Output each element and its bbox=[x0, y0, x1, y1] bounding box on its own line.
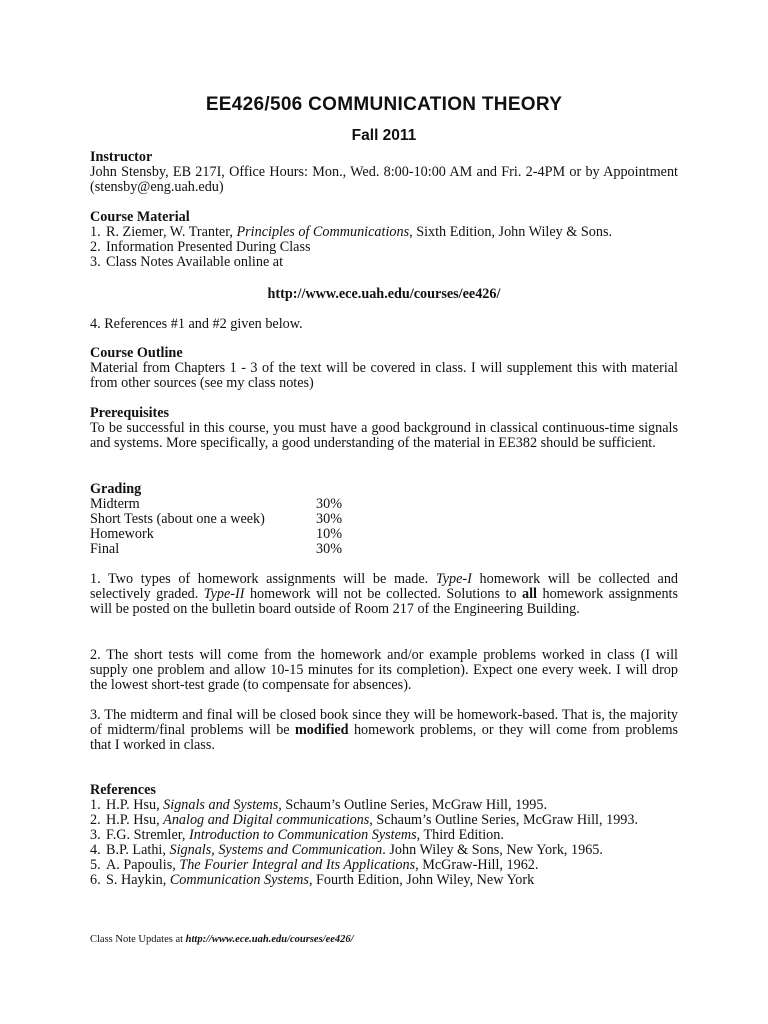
grading-row bbox=[90, 497, 678, 512]
grading-label: Midterm bbox=[90, 496, 140, 512]
course-material-section bbox=[90, 210, 678, 270]
list-number: 1. bbox=[90, 224, 101, 240]
course-material-item-4: 4. References #1 and #2 given below. bbox=[90, 316, 303, 332]
note3-modified: modified bbox=[294, 722, 349, 738]
list-number: 6. bbox=[90, 872, 101, 888]
homework-note bbox=[90, 572, 678, 617]
grading-heading: Grading bbox=[90, 481, 142, 497]
list-text-title: Communication Systems bbox=[169, 872, 309, 888]
list-text-pre: H.P. Hsu, bbox=[106, 797, 164, 813]
list-text bbox=[106, 843, 603, 858]
course-material-heading: Course Material bbox=[90, 209, 190, 225]
list-text-post: , Third Edition. bbox=[416, 827, 504, 843]
reference-item bbox=[90, 858, 678, 873]
list-text bbox=[106, 798, 547, 813]
grading-value: 30% bbox=[316, 541, 343, 557]
list-text-post: , Fourth Edition, John Wiley, New York bbox=[308, 872, 535, 888]
grading-value: 10% bbox=[316, 526, 343, 542]
instructor-section bbox=[90, 150, 678, 195]
list-text-post: , McGraw-Hill, 1962. bbox=[415, 857, 539, 873]
list-text-pre: H.P. Hsu, bbox=[106, 812, 164, 828]
short-tests-note: 2. The short tests will come from the homework and/or example problems worked in class (I will supply one problem and allow 10-15 minutes for its completion). Expect one every week. I will drop the lowest short-test grade (to compensate for absences). bbox=[90, 647, 678, 693]
list-text bbox=[106, 858, 538, 873]
note1-type2: Type-II bbox=[203, 586, 245, 602]
list-number: 2. bbox=[90, 239, 101, 255]
footer-label: Class Note Updates at bbox=[90, 934, 186, 945]
reference-item bbox=[90, 828, 678, 843]
list-text-pre: R. Ziemer, W. Tranter, bbox=[106, 224, 237, 240]
list-text-post: , Schaum’s Outline Series, McGraw Hill, 1993. bbox=[369, 812, 639, 828]
list-text-pre: Information Presented During Class bbox=[106, 239, 311, 255]
references-list bbox=[90, 798, 678, 888]
reference-item bbox=[90, 798, 678, 813]
list-text bbox=[106, 828, 504, 843]
list-text-pre: Class Notes Available online at bbox=[106, 254, 284, 270]
course-material-item bbox=[90, 255, 678, 270]
footer-url[interactable]: http://www.ece.uah.edu/courses/ee426/ bbox=[185, 934, 354, 945]
note1-type1: Type-I bbox=[435, 571, 472, 587]
course-material-item bbox=[90, 225, 678, 240]
prerequisites-text: To be successful in this course, you must have a good background in classical continuous-time signals and systems. More specifically, a good understanding of the material in EE382 should be sufficient. bbox=[90, 420, 678, 451]
note1-part-d: homework assignments will be posted on the bulletin board outside of Room 217 of the Engineering Building. bbox=[90, 586, 678, 617]
term-subtitle: Fall 2011 bbox=[351, 127, 417, 144]
instructor-text: John Stensby, EB 217I, Office Hours: Mon., Wed. 8:00-10:00 AM and Fri. 2-4PM or by Appointment (stensby@eng.uah.edu) bbox=[90, 164, 678, 195]
list-text bbox=[106, 255, 283, 270]
list-text bbox=[106, 240, 311, 255]
list-text-title: Analog and Digital communications bbox=[163, 812, 370, 828]
note1-part-b: homework will be collected and selectively graded. bbox=[90, 571, 679, 602]
list-text bbox=[106, 873, 534, 888]
exams-note bbox=[90, 708, 678, 753]
list-number: 3. bbox=[90, 827, 101, 843]
note3-part-a: 3. The midterm and final will be closed book since they will be homework-based. That is, the majority of midterm/final problems will be bbox=[90, 707, 678, 738]
list-text-post: , Schaum’s Outline Series, McGraw Hill, 1995. bbox=[278, 797, 547, 813]
list-text-title: The Fourier Integral and Its Applications bbox=[179, 857, 416, 873]
list-text-title: Principles of Communications bbox=[236, 224, 410, 240]
note1-all: all bbox=[522, 586, 537, 602]
footer bbox=[90, 934, 354, 946]
course-url[interactable]: http://www.ece.uah.edu/courses/ee426/ bbox=[267, 286, 501, 302]
list-text-post: , Sixth Edition, John Wiley & Sons. bbox=[409, 224, 613, 240]
course-material-item bbox=[90, 240, 678, 255]
reference-item bbox=[90, 873, 678, 888]
grading-table bbox=[90, 497, 678, 557]
grading-value: 30% bbox=[316, 496, 343, 512]
grading-row bbox=[90, 527, 678, 542]
list-number: 3. bbox=[90, 254, 101, 270]
note1-part-a: 1. Two types of homework assignments will be made. bbox=[90, 571, 436, 587]
list-text-pre: B.P. Lathi, bbox=[106, 842, 170, 858]
grading-label: Final bbox=[90, 541, 120, 557]
list-text bbox=[106, 813, 638, 828]
reference-item bbox=[90, 813, 678, 828]
references-section bbox=[90, 783, 678, 888]
grading-value: 30% bbox=[316, 511, 343, 527]
note3-part-b: homework problems, or they will come from problems that I worked in class. bbox=[90, 722, 679, 753]
course-outline-heading: Course Outline bbox=[90, 345, 183, 361]
list-text-title: Signals and Systems bbox=[163, 797, 279, 813]
grading-label: Short Tests (about one a week) bbox=[90, 511, 265, 527]
reference-item bbox=[90, 843, 678, 858]
list-number: 5. bbox=[90, 857, 101, 873]
prerequisites-section bbox=[90, 406, 678, 451]
list-text-pre: F.G. Stremler, bbox=[106, 827, 190, 843]
list-text bbox=[106, 225, 612, 240]
course-outline-section bbox=[90, 346, 678, 391]
course-outline-text: Material from Chapters 1 - 3 of the text will be covered in class. I will supplement this with material from other sources (see my class notes) bbox=[90, 360, 678, 391]
note1-part-c: homework will not be collected. Solutions to bbox=[244, 586, 523, 602]
list-text-pre: A. Papoulis, bbox=[106, 857, 180, 873]
prerequisites-heading: Prerequisites bbox=[90, 405, 170, 421]
list-text-pre: S. Haykin, bbox=[106, 872, 170, 888]
list-text-title: Signals, Systems and Communication bbox=[169, 842, 383, 858]
references-heading: References bbox=[90, 782, 156, 798]
instructor-heading: Instructor bbox=[90, 149, 153, 165]
list-number: 2. bbox=[90, 812, 101, 828]
grading-row bbox=[90, 512, 678, 527]
grading-section bbox=[90, 482, 678, 557]
list-text-post: . John Wiley & Sons, New York, 1965. bbox=[382, 842, 603, 858]
list-text-title: Introduction to Communication Systems bbox=[189, 827, 417, 843]
grading-row bbox=[90, 542, 678, 557]
list-number: 4. bbox=[90, 842, 101, 858]
list-number: 1. bbox=[90, 797, 101, 813]
page-title: EE426/506 COMMUNICATION THEORY bbox=[205, 94, 563, 115]
course-material-list bbox=[90, 225, 678, 270]
grading-label: Homework bbox=[90, 526, 154, 542]
